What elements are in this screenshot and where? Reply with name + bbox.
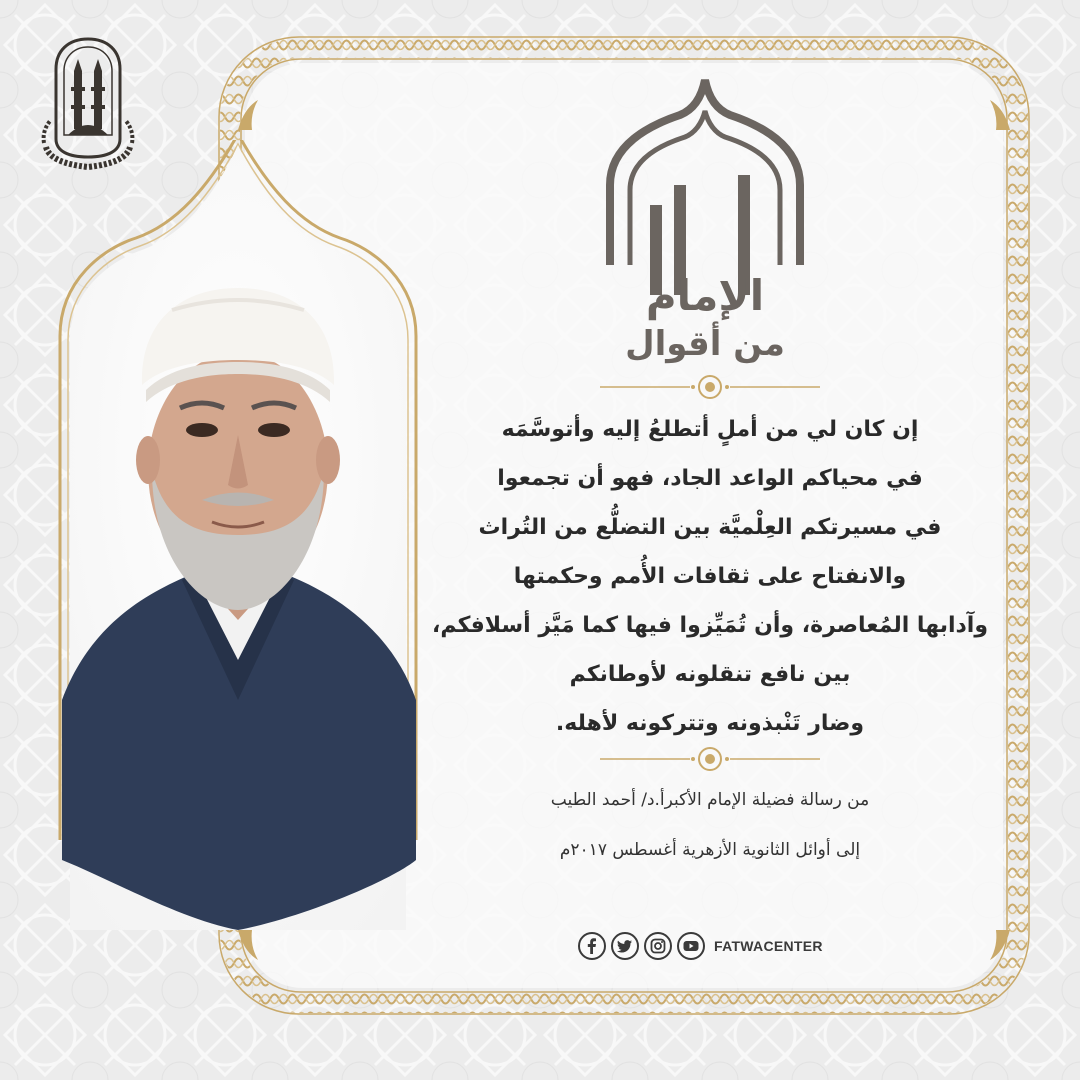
quote-line: بين نافع تنقلونه لأوطانكم	[569, 662, 851, 687]
quote-block	[430, 405, 990, 748]
source-line-2: إلى أوائل الثانوية الأزهرية أغسطس ٢٠١٧م	[559, 840, 861, 860]
quote-line: في مسيرتكم العِلْميَّة بين التضلُّع من التُراث	[478, 515, 942, 540]
quote-line: وضار تَنْبذونه وتتركونه لأهله.	[555, 711, 865, 736]
youtube-icon[interactable]	[677, 932, 705, 960]
ornament-divider-bottom	[590, 744, 830, 774]
calligraphy-sub-text: من أقوال	[625, 324, 785, 364]
instagram-icon[interactable]	[644, 932, 672, 960]
ornament-divider-top	[590, 372, 830, 402]
calligraphy-main-text: الإمام	[645, 271, 765, 320]
social-handle[interactable]: FATWACENTER	[714, 938, 823, 954]
twitter-icon[interactable]	[611, 932, 639, 960]
quote-line: والانفتاح على ثقافات الأُمم وحكمتها	[513, 564, 907, 589]
quote-line: وآدابها المُعاصرة، وأن تُمَيِّزوا فيها كما مَيَّز أسلافكم،	[431, 613, 989, 638]
portrait-frame	[52, 140, 424, 930]
source-attribution	[430, 780, 990, 880]
facebook-icon[interactable]	[578, 932, 606, 960]
social-bar	[578, 926, 823, 966]
calligraphy-title	[590, 75, 820, 375]
quote-line: إن كان لي من أملٍ أتطلعُ إليه وأتوسَّمَه	[501, 417, 919, 442]
source-line-1: من رسالة فضيلة الإمام الأكبرأ.د/ أحمد الطيب	[550, 790, 870, 810]
quote-line: في محياكم الواعد الجاد، فهو أن تجمعوا	[497, 466, 923, 491]
